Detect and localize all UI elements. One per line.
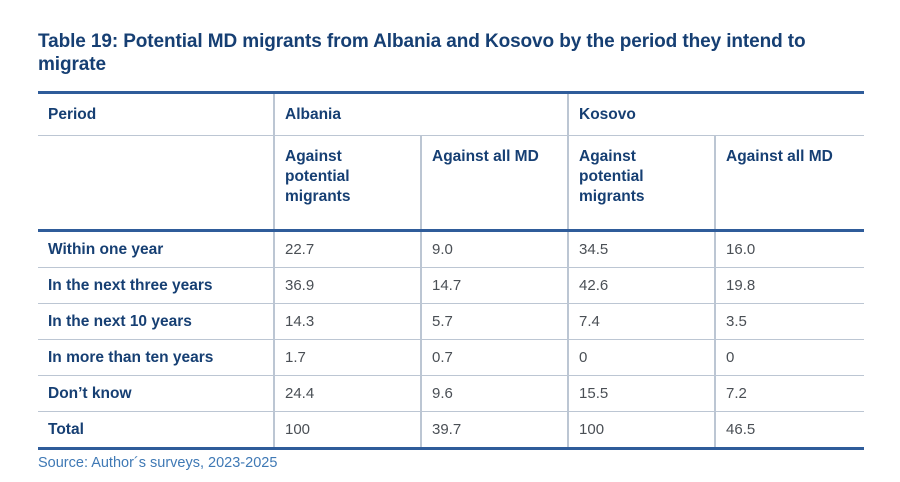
table-subheader-row xyxy=(38,136,864,231)
cell: 0.7 xyxy=(421,340,568,376)
row-label: In more than ten years xyxy=(48,348,214,366)
row-label: Don’t know xyxy=(48,384,132,402)
subheader-kosovo-all: Against all MD xyxy=(715,136,864,231)
cell: 9.0 xyxy=(421,231,568,268)
cell: 7.2 xyxy=(715,376,864,412)
table-header-row xyxy=(38,93,864,136)
row-label: Total xyxy=(48,420,84,438)
table-row-total xyxy=(38,412,864,449)
subheader-albania-potential: Against potential migrants xyxy=(274,136,421,231)
subheader-albania-all: Against all MD xyxy=(421,136,568,231)
cell: 7.4 xyxy=(568,304,715,340)
cell: 5.7 xyxy=(421,304,568,340)
cell: 3.5 xyxy=(715,304,864,340)
cell: 42.6 xyxy=(568,268,715,304)
cell: 24.4 xyxy=(274,376,421,412)
header-period: Period xyxy=(48,105,97,123)
cell: 46.5 xyxy=(715,412,864,449)
cell: 22.7 xyxy=(274,231,421,268)
cell: 0 xyxy=(568,340,715,376)
subheader-empty xyxy=(38,136,274,231)
cell: 16.0 xyxy=(715,231,864,268)
cell: 0 xyxy=(715,340,864,376)
source-note: Source: Author´s surveys, 2023-2025 xyxy=(38,455,278,471)
cell: 100 xyxy=(274,412,421,449)
header-albania: Albania xyxy=(274,93,568,136)
cell: 14.3 xyxy=(274,304,421,340)
cell: 9.6 xyxy=(421,376,568,412)
cell: 39.7 xyxy=(421,412,568,449)
table-title: Table 19: Potential MD migrants from Albania and Kosovo by the period they intend to migrate xyxy=(38,31,806,75)
subheader-kosovo-potential: Against potential migrants xyxy=(568,136,715,231)
cell: 19.8 xyxy=(715,268,864,304)
row-label: In the next three years xyxy=(48,276,213,294)
row-label: Within one year xyxy=(48,240,164,258)
table-row xyxy=(38,340,864,376)
table-row xyxy=(38,376,864,412)
cell: 100 xyxy=(568,412,715,449)
cell: 34.5 xyxy=(568,231,715,268)
cell: 15.5 xyxy=(568,376,715,412)
table-row xyxy=(38,304,864,340)
cell: 1.7 xyxy=(274,340,421,376)
data-table xyxy=(38,91,864,450)
row-label: In the next 10 years xyxy=(48,312,192,330)
cell: 14.7 xyxy=(421,268,568,304)
table-row xyxy=(38,268,864,304)
cell: 36.9 xyxy=(274,268,421,304)
header-kosovo: Kosovo xyxy=(568,93,864,136)
table-row xyxy=(38,231,864,268)
